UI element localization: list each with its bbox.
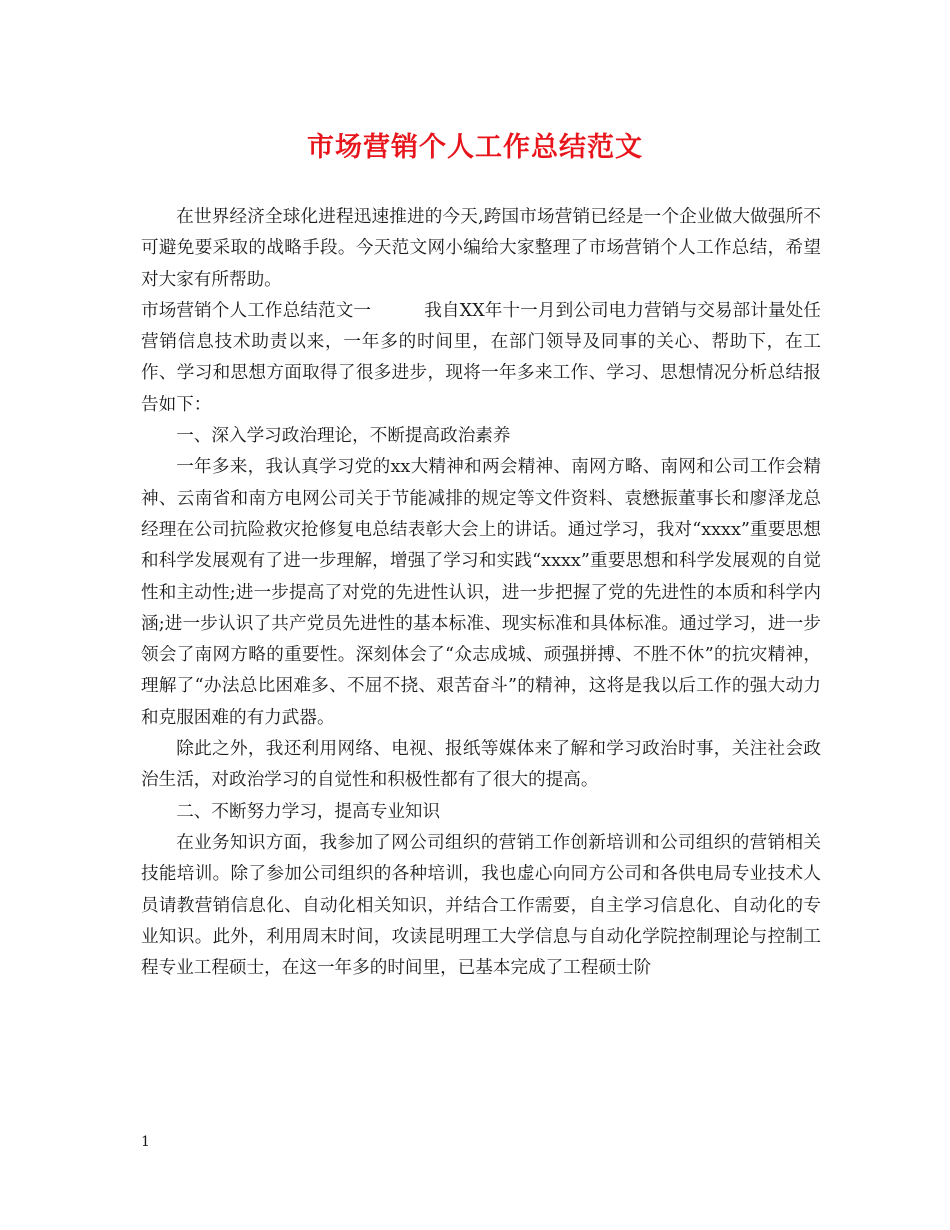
paragraph-media-study: 除此之外，我还利用网络、电视、报纸等媒体来了解和学习政治时事，关注社会政治生活，对政治学习的自觉性和积极性都有了很大的提高。 [141, 739, 821, 791]
paragraph-heading-professional: 二、不断努力学习，提高专业知识 [176, 801, 441, 822]
paragraph-intro: 在世界经济全球化进程迅速推进的今天,跨国市场营销已经是一个企业做大做强所不可避免要采取的战略手段。今天范文网小编给大家整理了市场营销个人工作总结，希望对大家有所帮助。 [141, 207, 821, 290]
paragraph-section-heading-one: 市场营销个人工作总结范文一 我自XX年十一月到公司电力营销与交易部计量处任营销信息技术助责以来，一年多的时间里，在部门领导及同事的关心、帮助下，在工作、学习和思想方面取得了很多进步，现将一年多来工作、学习、思想情况分析总结报告如下： [141, 300, 821, 415]
page-number: 1 [141, 1134, 150, 1150]
document-title: 市场营销个人工作总结范文 [307, 132, 643, 163]
paragraph-professional-study: 在业务知识方面，我参加了网公司组织的营销工作创新培训和公司组织的营销相关技能培训。除了参加公司组织的各种培训，我也虚心向同方公司和各供电局专业技术人员请教营销信息化、自动化相关知识，并结合工作需要，自主学习信息化、自动化的专业知识。此外，利用周末时间，攻读昆明理工大学信息与自动化学院控制理论与控制工程专业工程硕士，在这一年多的时间里，已基本完成了工程硕士阶 [141, 832, 821, 979]
document-body [141, 202, 821, 984]
paragraph-heading-politics: 一、深入学习政治理论，不断提高政治素养 [176, 426, 511, 447]
paragraph-politics-study: 一年多来，我认真学习党的xx大精神和两会精神、南网方略、南网和公司工作会精神、云南省和南方电网公司关于节能减排的规定等文件资料、袁懋振董事长和廖泽龙总经理在公司抗险救灾抢修复电总结表彰大会上的讲话。通过学习，我对“xxxx”重要思想和科学发展观有了进一步理解，增强了学习和实践“xxxx”重要思想和科学发展观的自觉性和主动性;进一步提高了对党的先进性认识，进一步把握了党的先进性的本质和科学内涵;进一步认识了共产党员先进性的基本标准、现实标准和具体标准。通过学习，进一步领会了南网方略的重要性。深刻体会了“众志成城、顽强拼搏、不胜不休”的抗灾精神，理解了“办法总比困难多、不屈不挠、艰苦奋斗”的精神，这将是我以后工作的强大动力和克服困难的有力武器。 [141, 457, 821, 728]
